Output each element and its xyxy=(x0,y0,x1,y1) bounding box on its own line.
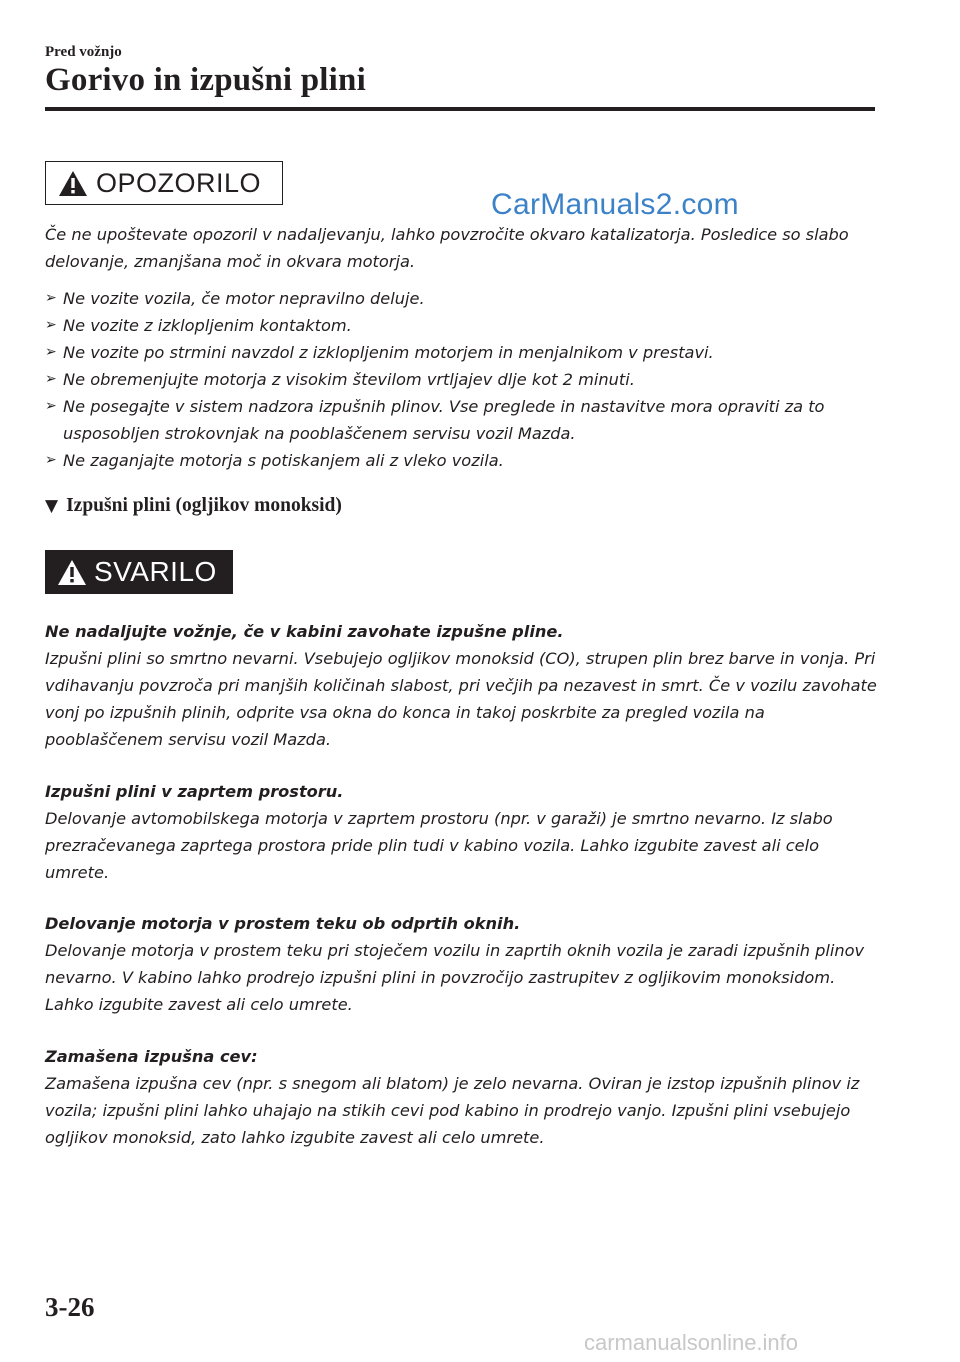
subsection-title: Izpušni plini (ogljikov monoksid) xyxy=(66,495,342,516)
paragraph-heading: Zamašena izpušna cev: xyxy=(45,1047,258,1066)
arrow-bullet-icon: ➢ xyxy=(45,452,57,468)
paragraph-text: Zamašena izpušna cev (npr. s snegom ali blatom) je zelo nevarna. Oviran je izstop izpušnih plinov iz vozila; izpušni plini lahko uhajajo na stikih cevi pod kabino in prodrejo vanjo. Izpušni plini vsebujejo ogljikov monoksid, zato lahko izgubite zavest ali celo umrete. xyxy=(45,1074,860,1147)
arrow-bullet-icon: ➢ xyxy=(45,290,57,306)
list-item: ➢ Ne obremenjujte motorja z visokim številom vrtljajev dlje kot 2 minuti. xyxy=(45,366,880,393)
danger-paragraph xyxy=(45,618,880,753)
list-item: ➢ Ne zaganjajte motorja s potiskanjem ali z vleko vozila. xyxy=(45,447,880,474)
warning-label-text: OPOZORILO xyxy=(96,167,262,198)
warning-intro: Če ne upoštevate opozoril v nadaljevanju, lahko povzročite okvaro katalizatorja. Posledice so slabo delovanje, zmanjšana moč in okvara motorja. xyxy=(45,225,849,271)
warning-list xyxy=(45,285,880,474)
section-name: Pred vožnjo xyxy=(45,44,122,60)
danger-label-text: SVARILO xyxy=(94,556,217,587)
warning-triangle-icon xyxy=(57,559,87,586)
list-item: ➢ Ne vozite vozila, če motor nepravilno deluje. xyxy=(45,285,880,312)
paragraph-text: Delovanje avtomobilskega motorja v zaprtem prostoru (npr. v garaži) je smrtno nevarno. Iz slabo prezračevanega zaprtega prostora pride plin tudi v kabino vozila. Lahko izgubite zavest ali celo umrete. xyxy=(45,809,833,882)
arrow-bullet-icon: ➢ xyxy=(45,371,57,387)
danger-paragraph xyxy=(45,910,880,1018)
arrow-bullet-icon: ➢ xyxy=(45,398,57,414)
header-rule xyxy=(45,107,875,111)
paragraph-heading: Delovanje motorja v prostem teku ob odprtih oknih. xyxy=(45,914,521,933)
warning-triangle-icon xyxy=(58,170,88,197)
danger-label xyxy=(45,550,233,594)
page-title: Gorivo in izpušni plini xyxy=(45,62,366,98)
arrow-bullet-icon: ➢ xyxy=(45,344,57,360)
paragraph-text: Izpušni plini so smrtno nevarni. Vsebujejo ogljikov monoksid (CO), strupen plin brez barve in vonja. Pri vdihavanju povzroča pri manjših količinah slabost, pri večjih pa nezavest in smrt. Če v vozilu zavohate vonj po izpušnih plinih, odprite vsa okna do konca in takoj poskrbite za pregled vozila na pooblaščenem servisu vozil Mazda. xyxy=(45,649,877,749)
list-item: ➢ Ne vozite z izklopljenim kontaktom. xyxy=(45,312,880,339)
danger-paragraph xyxy=(45,778,880,886)
warning-label xyxy=(45,161,283,205)
paragraph-heading: Izpušni plini v zaprtem prostoru. xyxy=(45,782,344,801)
danger-paragraph xyxy=(45,1043,880,1151)
arrow-bullet-icon: ➢ xyxy=(45,317,57,333)
footer-watermark: carmanualsonline.info xyxy=(584,1330,799,1355)
subsection-heading xyxy=(45,495,342,517)
watermark: CarManuals2.com xyxy=(491,188,739,221)
paragraph-heading: Ne nadaljujte vožnje, če v kabini zavohate izpušne pline. xyxy=(45,622,564,641)
list-item: ➢ Ne posegajte v sistem nadzora izpušnih plinov. Vse preglede in nastavitve mora opraviti za to usposobljen strokovnjak na pooblaščenem servisu vozil Mazda. xyxy=(45,393,880,447)
triangle-down-icon: ▼ xyxy=(45,496,59,516)
paragraph-text: Delovanje motorja v prostem teku pri stoječem vozilu in zaprtih oknih vozila je zaradi izpušnih plinov nevarno. V kabino lahko prodrejo izpušni plini in povzročijo zastrupitev z ogljikovim monoksidom. Lahko izgubite zavest ali celo umrete. xyxy=(45,941,865,1014)
page-number: 3-26 xyxy=(45,1292,95,1322)
list-item: ➢ Ne vozite po strmini navzdol z izklopljenim motorjem in menjalnikom v prestavi. xyxy=(45,339,880,366)
